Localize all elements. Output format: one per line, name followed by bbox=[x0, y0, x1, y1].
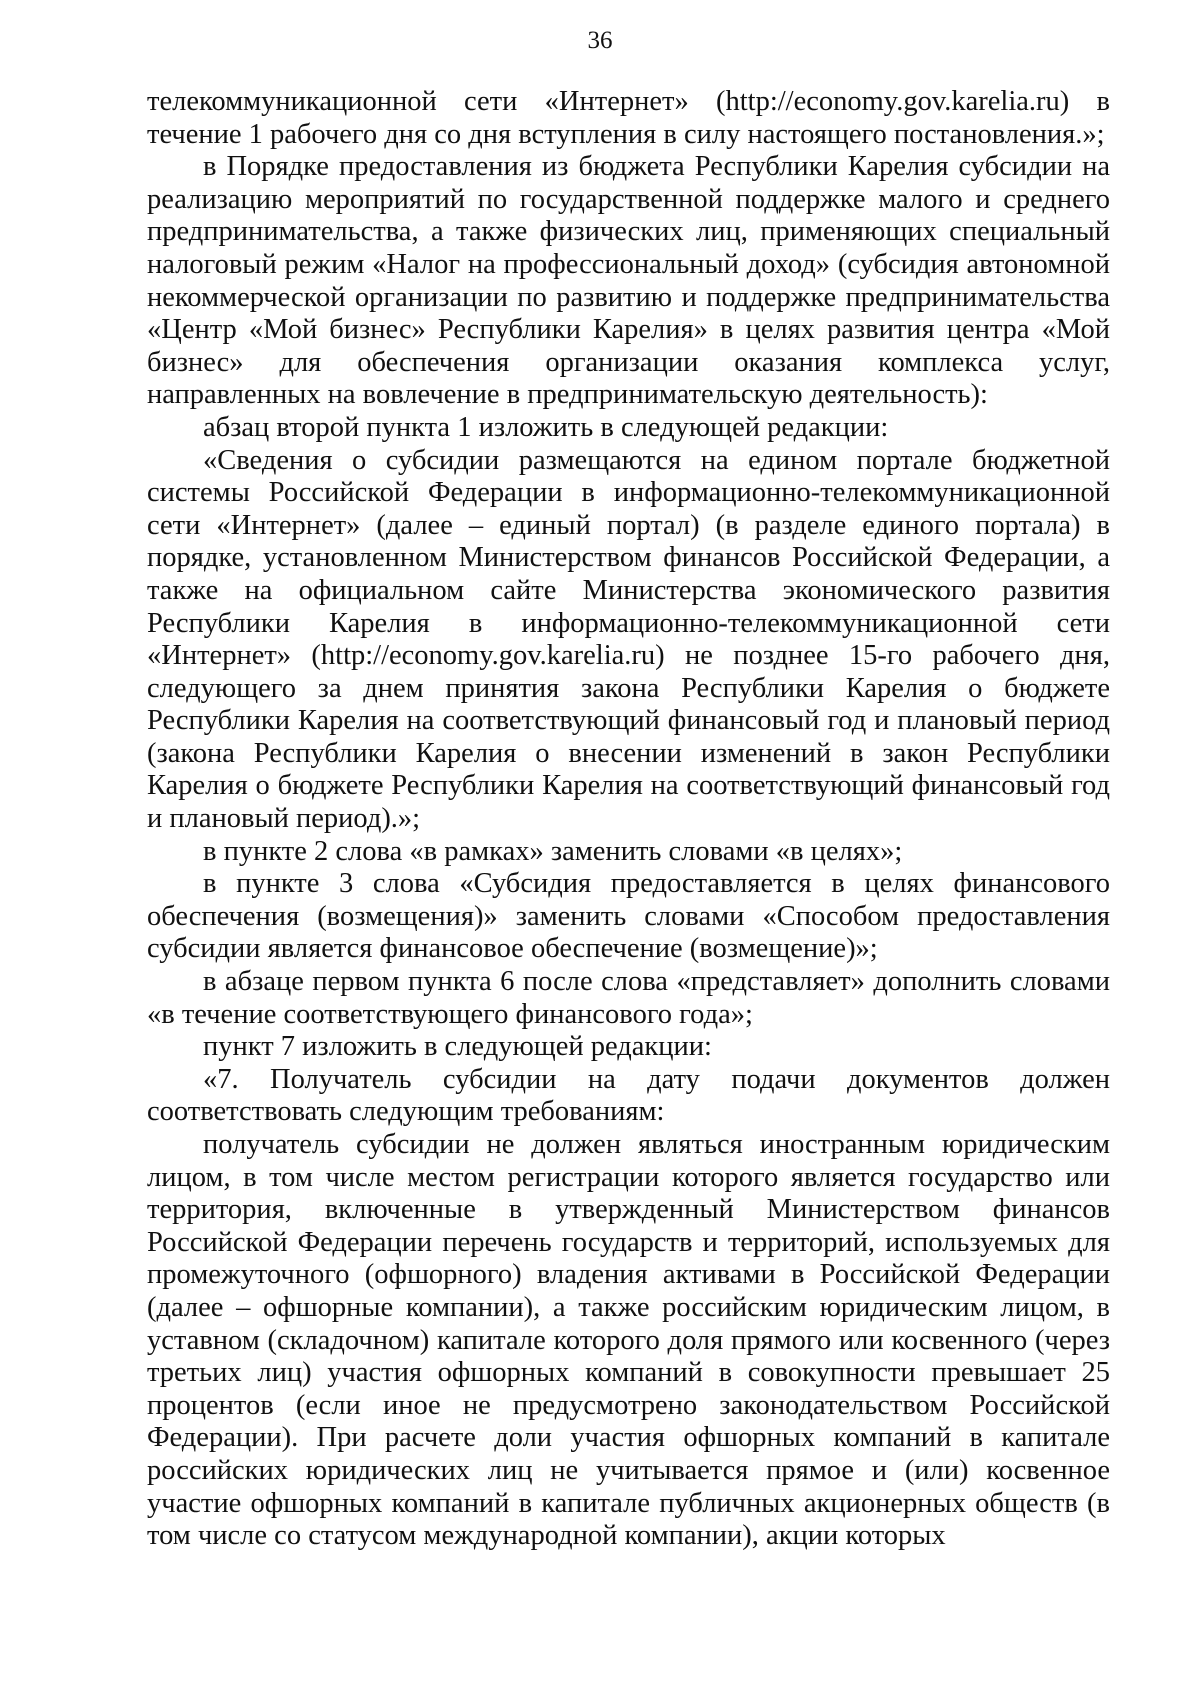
paragraph-item-7-instruction: пункт 7 изложить в следующей редакции: bbox=[203, 1031, 712, 1063]
paragraph-item-7-requirements: «7. Получатель субсидии на дату подачи документов должен соответствовать следующим требованиям: bbox=[147, 1063, 1110, 1128]
paragraph-offshore-requirement: получатель субсидии не должен являться иностранным юридическим лицом, в том числе местом регистрации которого является государство или территория, включенные в утвержденный Министерством финансов Российской Федерации перечень государств и территорий, используемых для промежуточного (офшорного) владения активами в Российской Федерации (далее – офшорные компании), а также российским юридическим лицом, в уставном (складочном) капитале которого доля прямого или косвенного (через третьих лиц) участия офшорных компаний в совокупности превышает 25 процентов (если иное не предусмотрено законодательством Российской Федерации). При расчете доли участия офшорных компаний в капитале российских юридических лиц не учитывается прямое и (или) косвенное участие офшорных компаний в капитале публичных акционерных обществ (в том числе со статусом международной компании), акции которых bbox=[147, 1129, 1110, 1552]
paragraph-procedure-intro: в Порядке предоставления из бюджета Республики Карелия субсидии на реализацию мероприятий по государственной поддержке малого и среднего предпринимательства, а также физических лиц, применяющих специальный налоговый режим «Налог на профессиональный доход» (субсидия автономной некоммерческой организации по развитию и поддержке предпринимательства «Центр «Мой бизнес» Республики Карелия» в целях развития центра «Мой бизнес» для обеспечения организации оказания комплекса услуг, направленных на вовлечение в предпринимательскую деятельность): bbox=[147, 151, 1110, 411]
paragraph-item-1-instruction: абзац второй пункта 1 изложить в следующей редакции: bbox=[203, 411, 889, 443]
paragraph-item-2-amendment: в пункте 2 слова «в рамках» заменить словами «в целях»; bbox=[203, 835, 903, 867]
paragraph-item-6-amendment: в абзаце первом пункта 6 после слова «представляет» дополнить словами «в течение соответствующего финансового года»; bbox=[147, 966, 1110, 1030]
paragraph-continuation: телекоммуникационной сети «Интернет» (http://economy.gov.karelia.ru) в течение 1 рабочего дня со дня вступления в силу настоящего постановления.»; bbox=[147, 86, 1110, 150]
paragraph-subsidy-information: «Сведения о субсидии размещаются на едином портале бюджетной системы Российской Федерации в информационно-телекоммуникационной сети «Интернет» (далее – единый портал) (в разделе единого портала) в порядке, установленном Министерством финансов Российской Федерации, а также на официальном сайте Министерства экономического развития Республики Карелия в информационно-телекоммуникационной сети «Интернет» (http://economy.gov.karelia.ru) не позднее 15-го рабочего дня, следующего за днем принятия закона Республики Карелия о бюджете Республики Карелия на соответствующий финансовый год и плановый период (закона Республики Карелия о внесении изменений в закон Республики Карелия о бюджете Республики Карелия на соответствующий финансовый год и плановый период).»; bbox=[147, 444, 1110, 835]
page-number: 36 bbox=[587, 27, 613, 54]
document-body bbox=[147, 86, 1110, 1553]
paragraph-item-3-amendment: в пункте 3 слова «Субсидия предоставляется в целях финансового обеспечения (возмещения)» заменить словами «Способом предоставления субсидии является финансовое обеспечение (возмещение)»; bbox=[147, 868, 1110, 965]
